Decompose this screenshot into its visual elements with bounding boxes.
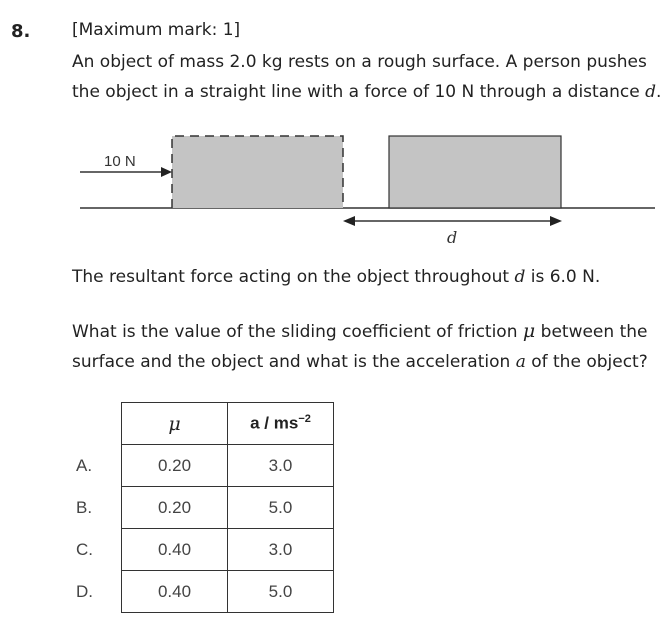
final-block xyxy=(389,136,561,208)
stem-d: d xyxy=(645,82,656,102)
line2-d: d xyxy=(514,267,526,287)
table-row[interactable] xyxy=(70,487,334,529)
line3-end: of the object? xyxy=(525,352,648,372)
force-label: 10 N xyxy=(104,153,136,170)
a-value: 5.0 xyxy=(228,571,334,613)
table-row[interactable] xyxy=(70,445,334,487)
question-prompt xyxy=(72,316,662,377)
a-value: 3.0 xyxy=(228,529,334,571)
option-label[interactable]: A. xyxy=(76,455,93,475)
force-diagram xyxy=(0,0,670,260)
header-mu: μ xyxy=(122,403,228,445)
table-header-row xyxy=(70,403,334,445)
answer-table xyxy=(70,402,334,613)
mu-value: 0.20 xyxy=(122,487,228,529)
line3-middle: between the surface and the object and what is the acceleration xyxy=(72,322,648,372)
line2-end: is 6.0 N. xyxy=(525,267,601,287)
resultant-force-text xyxy=(72,267,600,287)
option-label[interactable]: D. xyxy=(76,581,93,601)
option-label[interactable]: C. xyxy=(76,539,93,559)
distance-arrowhead-right xyxy=(550,216,562,226)
max-mark: [Maximum mark: 1] xyxy=(72,20,241,40)
line3-mu: μ xyxy=(522,320,536,342)
option-label[interactable]: B. xyxy=(76,497,93,517)
line3-a: a xyxy=(515,352,526,372)
mu-value: 0.20 xyxy=(122,445,228,487)
initial-block xyxy=(172,136,343,208)
distance-arrowhead-left xyxy=(343,216,355,226)
force-arrowhead xyxy=(161,167,172,177)
header-acceleration: a / $ms^{-2}$ xyxy=(228,403,334,445)
line3-text: What is the value of the sliding coefficient of friction xyxy=(72,322,523,342)
mu-value: 0.40 xyxy=(122,571,228,613)
a-value: 5.0 xyxy=(228,487,334,529)
stem-end: . xyxy=(656,82,662,102)
table-row[interactable] xyxy=(70,571,334,613)
question-number: 8. xyxy=(11,21,31,42)
a-value: 3.0 xyxy=(228,445,334,487)
stem-text: An object of mass 2.0 kg rests on a rough surface. A person pushes the object in a straight line with a force of 10 N through a distance xyxy=(72,52,647,102)
line2-text: The resultant force acting on the object throughout xyxy=(72,267,515,287)
table-row[interactable] xyxy=(70,529,334,571)
distance-label: d xyxy=(447,228,458,247)
mu-value: 0.40 xyxy=(122,529,228,571)
